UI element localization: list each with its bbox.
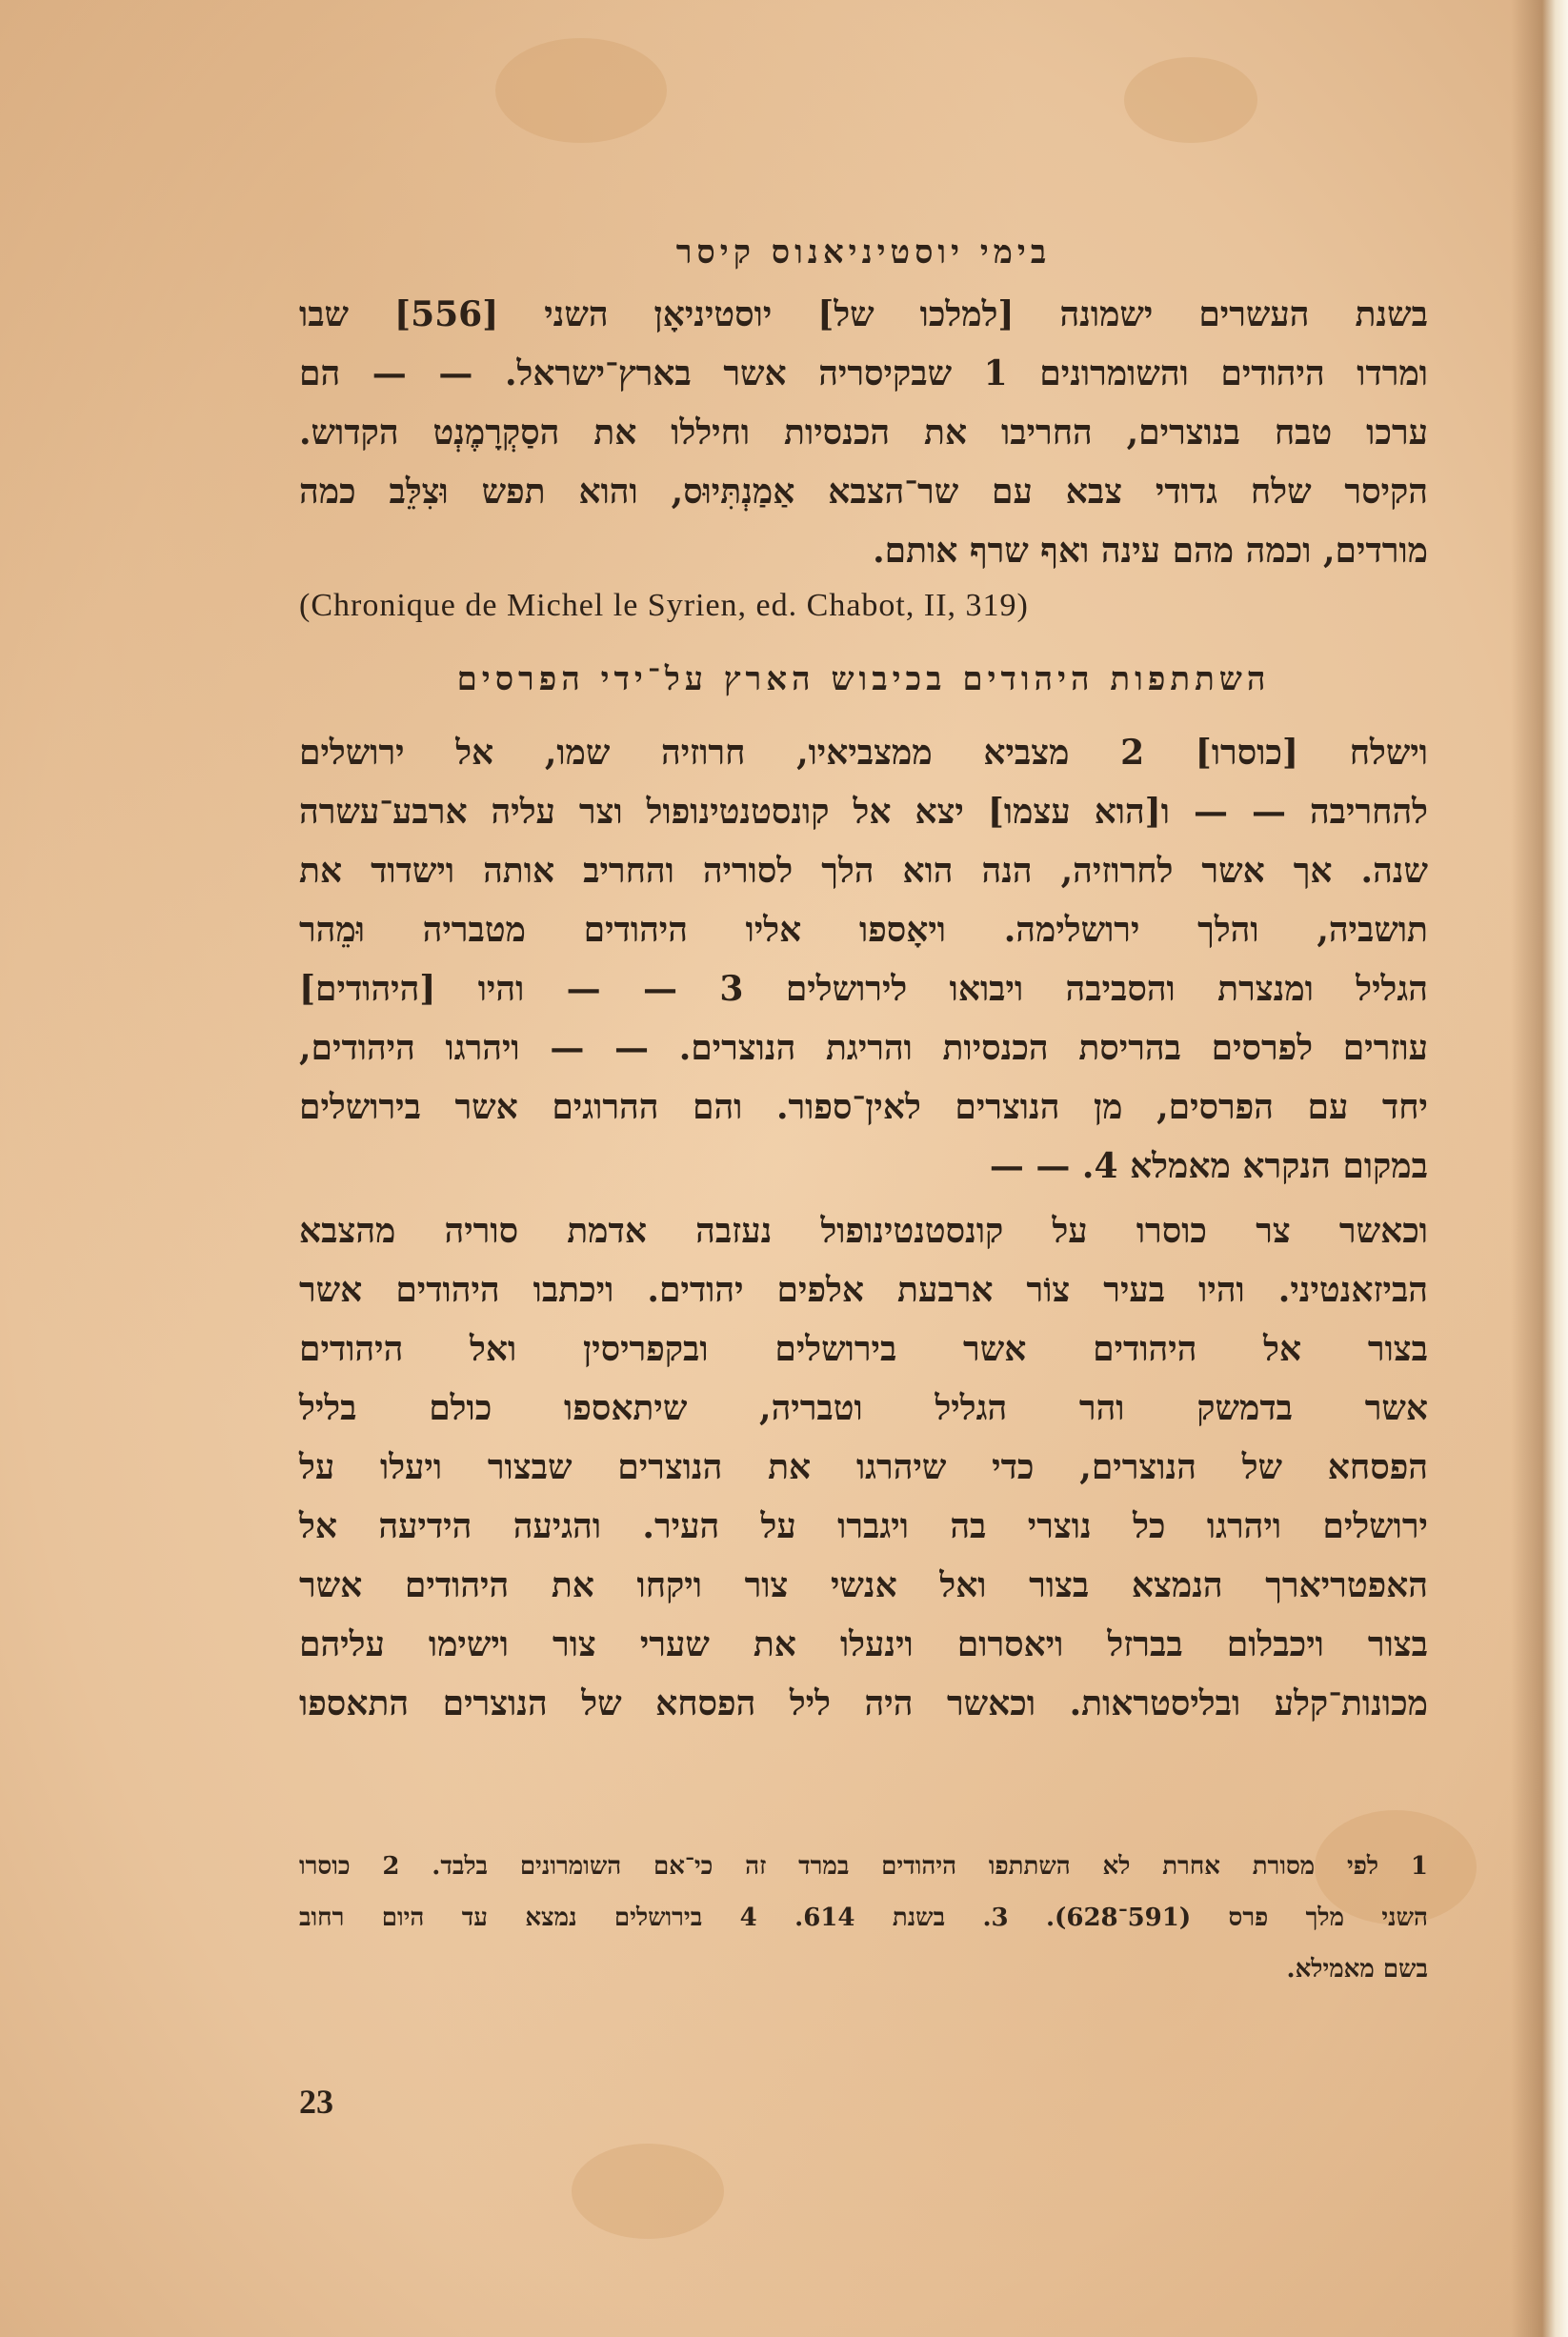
main-text [299, 214, 1428, 1733]
paragraph [299, 1201, 1428, 1733]
text-line: וכאשר צר כוסרו על קונסטנטינופול נעזבה אדמת סוריה מהצבא [299, 1211, 1428, 1251]
text-line: להחריבה — — ו[הוא עצמו] יצא אל קונסטנטינופול וצר עליה ארבע־עשרה [299, 792, 1428, 832]
text-line: עוזרים לפרסים בהריסת הכנסיות והריגת הנוצרים. — — ויהרגו היהודים, [299, 1028, 1428, 1068]
paragraph [299, 285, 1428, 580]
text-line: בשנת העשרים ישמונה [למלכו של] יוסטיניאָן השני [556] שבו [299, 294, 1428, 334]
footnote-line: בשם מאמילא. [1286, 1955, 1428, 1984]
stain [1124, 57, 1257, 143]
text-line: וישלח [כוסרו] 2 מצביא ממצביאיו, חרוזיה שמו, אל ירושלים [299, 733, 1428, 773]
text-line: שנה. אך אשר לחרוזיה, הנה הוא הלך לסוריה והחריב אותה וישדוד את [299, 851, 1428, 891]
text-line: בצור אל היהודים אשר בירושלים ובקפריסין ואל היהודים [299, 1329, 1428, 1369]
section-title: השתתפות היהודים בכיבוש הארץ על־ידי הפרסים [456, 660, 1271, 698]
text-line: מכונות־קלע ובליסטראות. וכאשר היה ליל הפסחא של הנוצרים התאספו [299, 1683, 1428, 1723]
stain [572, 2144, 724, 2239]
text-line: הגליל ומנצרת והסביבה ויבואו לירושלים 3 — — והיו [היהודים] [299, 969, 1428, 1009]
page-number: 23 [299, 2083, 333, 2121]
page-spine-shadow [1511, 0, 1568, 2337]
text-line: מורדים, וכמה מהם עינה ואף שרף אותם. [873, 531, 1428, 571]
text-line: בצור ויכבלום בברזל ויאסרום וינעלו את שערי צור וישימו עליהם [299, 1624, 1428, 1664]
footnote-line: השני מלך פרס (591־628). 3. בשנת 614. 4 בירושלים נמצא עד היום רחוב [299, 1904, 1428, 1932]
stain [495, 38, 667, 143]
text-line: ומרדו היהודים והשומרונים 1 שבקיסריה אשר בארץ־ישראל. — — הם [299, 353, 1429, 393]
text-line: במקום הנקרא מאמלא 4. — — [989, 1146, 1428, 1186]
footnote-line: 1 לפי מסורת אחרת לא השתתפו היהודים במרד זה כי־אם השומרונים בלבד. 2 כוסרו [299, 1852, 1428, 1881]
text-line: האפטריארך הנמצא בצור ואל אנשי צור ויקחו את היהודים אשר [299, 1565, 1428, 1605]
text-line: ערכו טבח בנוצרים, החריבו את הכנסיות וחיללו את הסַקְרָמֶנְט הקדוש. [299, 413, 1428, 453]
text-line: אשר בדמשק והר הגליל וטבריה, שיתאספו כולם בליל [299, 1388, 1428, 1428]
source-citation: (Chronique de Michel le Syrien, ed. Chabot, II, 319) [299, 588, 1029, 623]
text-line: ירושלים ויהרגו כל נוצרי בה ויגברו על העיר. והגיעה הידיעה אל [299, 1506, 1428, 1546]
text-line: יחד עם הפרסים, מן הנוצרים לאין־ספור. והם ההרוגים אשר בירושלים [299, 1087, 1428, 1127]
paragraph [299, 723, 1428, 1196]
text-line: הביזאנטיני. והיו בעיר צוֹר ארבעת אלפים יהודים. ויכתבו היהודים אשר [299, 1270, 1428, 1310]
section-title: בימי יוסטיניאנוס קיסר [675, 233, 1052, 272]
text-line: הקיסר שלח גדודי צבא עם שר־הצבא אַמַנְתִּיוּס, והוא תפש וּצִלֵּב כמה [299, 472, 1428, 512]
footnotes [299, 1841, 1428, 1995]
text-line: הפסחא של הנוצרים, כדי שיהרגו את הנוצרים שבצור ויעלו על [299, 1447, 1428, 1487]
text-line: תושביה, והלך ירושלימה. ויאָספו אליו היהודים מטבריה וּמֵהר [299, 910, 1428, 950]
